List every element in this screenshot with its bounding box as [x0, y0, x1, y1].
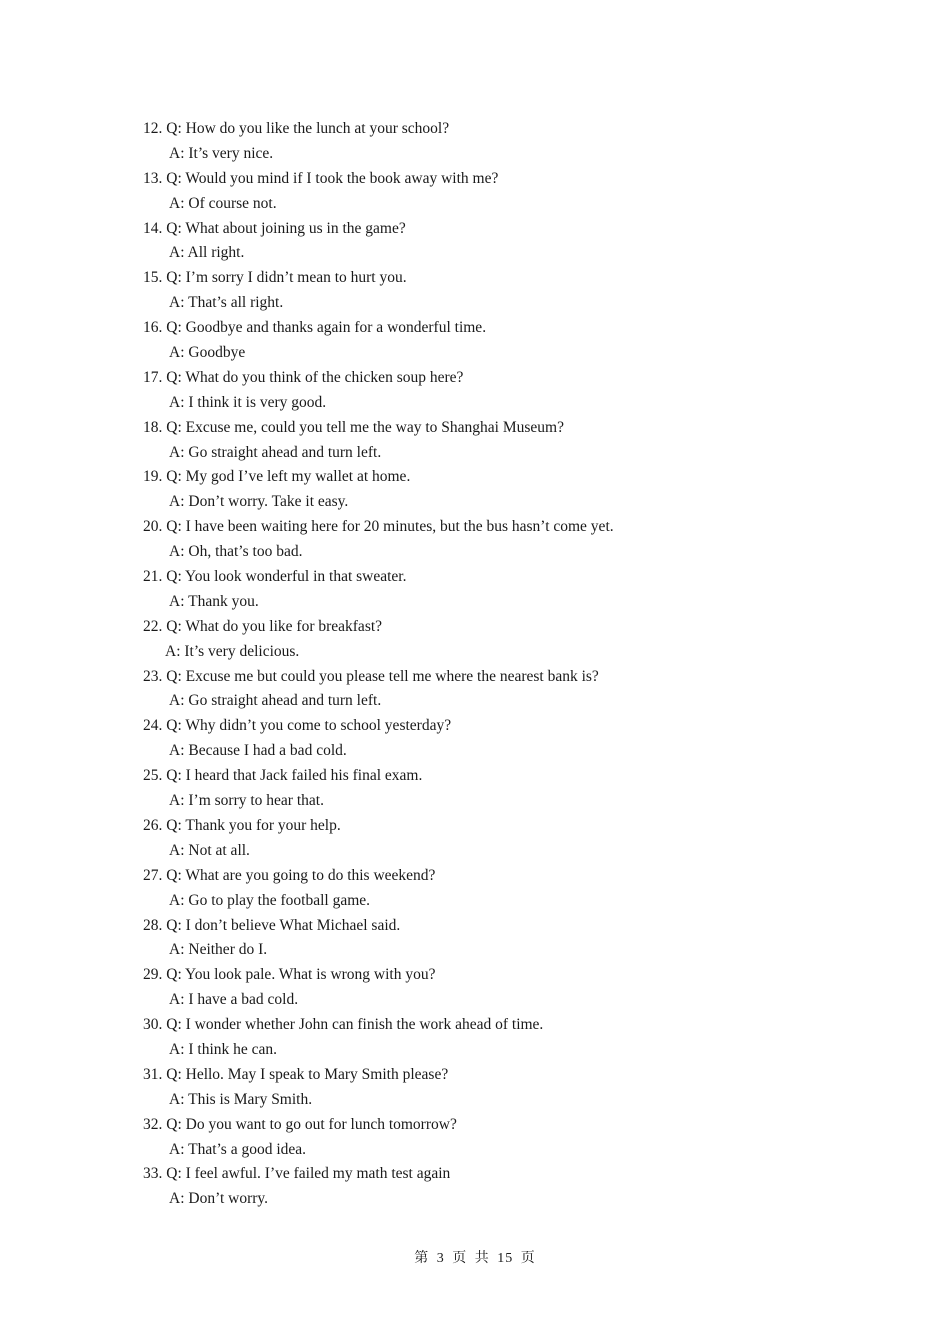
- question-line: 25. Q: I heard that Jack failed his final exam.: [143, 767, 423, 785]
- answer-line: A: That’s all right.: [169, 294, 284, 312]
- answer-line: A: Oh, that’s too bad.: [169, 543, 303, 561]
- answer-line: A: Of course not.: [169, 194, 277, 212]
- answer-line: A: Because I had a bad cold.: [169, 742, 347, 760]
- qa-list: [143, 117, 863, 1212]
- question-line: 32. Q: Do you want to go out for lunch tomorrow?: [143, 1115, 457, 1133]
- question-line: 19. Q: My god I’ve left my wallet at home.: [143, 468, 411, 486]
- question-line: 15. Q: I’m sorry I didn’t mean to hurt you.: [143, 269, 407, 287]
- question-line: 21. Q: You look wonderful in that sweater.: [143, 568, 407, 586]
- answer-line: A: Go straight ahead and turn left.: [169, 692, 382, 710]
- answer-line: A: Thank you.: [169, 592, 259, 610]
- answer-line: A: All right.: [169, 244, 245, 262]
- answer-line: A: Don’t worry. Take it easy.: [169, 493, 349, 511]
- answer-line: A: Not at all.: [169, 841, 250, 859]
- answer-line: A: I’m sorry to hear that.: [169, 792, 324, 810]
- answer-line: A: This is Mary Smith.: [169, 1090, 313, 1108]
- question-line: 24. Q: Why didn’t you come to school yesterday?: [143, 717, 452, 735]
- question-line: 12. Q: How do you like the lunch at your school?: [143, 120, 450, 137]
- question-line: 33. Q: I feel awful. I’ve failed my math test again: [143, 1165, 451, 1183]
- question-line: 27. Q: What are you going to do this weekend?: [143, 866, 436, 884]
- answer-line: A: Neither do I.: [169, 941, 268, 959]
- answer-line: A: Don’t worry.: [169, 1190, 269, 1208]
- question-line: 23. Q: Excuse me but could you please tell me where the nearest bank is?: [143, 667, 599, 685]
- question-line: 26. Q: Thank you for your help.: [143, 816, 341, 834]
- answer-line: A: Go straight ahead and turn left.: [169, 443, 382, 461]
- page-footer: 第 3 页 共 15 页: [414, 1251, 536, 1266]
- answer-line: A: I have a bad cold.: [169, 991, 299, 1009]
- question-line: 17. Q: What do you think of the chicken soup here?: [143, 368, 464, 386]
- answer-line: A: It’s very nice.: [169, 144, 274, 162]
- question-line: 13. Q: Would you mind if I took the book away with me?: [143, 169, 499, 187]
- question-line: 31. Q: Hello. May I speak to Mary Smith please?: [143, 1065, 449, 1083]
- answer-line: A: That’s a good idea.: [169, 1140, 307, 1158]
- question-line: 20. Q: I have been waiting here for 20 minutes, but the bus hasn’t come yet.: [143, 518, 614, 536]
- question-line: 30. Q: I wonder whether John can finish the work ahead of time.: [143, 1016, 544, 1034]
- answer-line: A: Goodbye: [169, 344, 246, 362]
- answer-line: A: It’s very delicious.: [165, 642, 300, 660]
- answer-line: A: Go to play the football game.: [169, 891, 371, 909]
- question-line: 28. Q: I don’t believe What Michael said.: [143, 916, 401, 934]
- question-line: 16. Q: Goodbye and thanks again for a wonderful time.: [143, 319, 487, 337]
- question-line: 29. Q: You look pale. What is wrong with you?: [143, 966, 436, 984]
- question-line: 18. Q: Excuse me, could you tell me the way to Shanghai Museum?: [143, 418, 564, 436]
- answer-line: A: I think it is very good.: [169, 393, 327, 411]
- answer-line: A: I think he can.: [169, 1040, 278, 1058]
- question-line: 22. Q: What do you like for breakfast?: [143, 617, 383, 635]
- question-line: 14. Q: What about joining us in the game?: [143, 219, 406, 237]
